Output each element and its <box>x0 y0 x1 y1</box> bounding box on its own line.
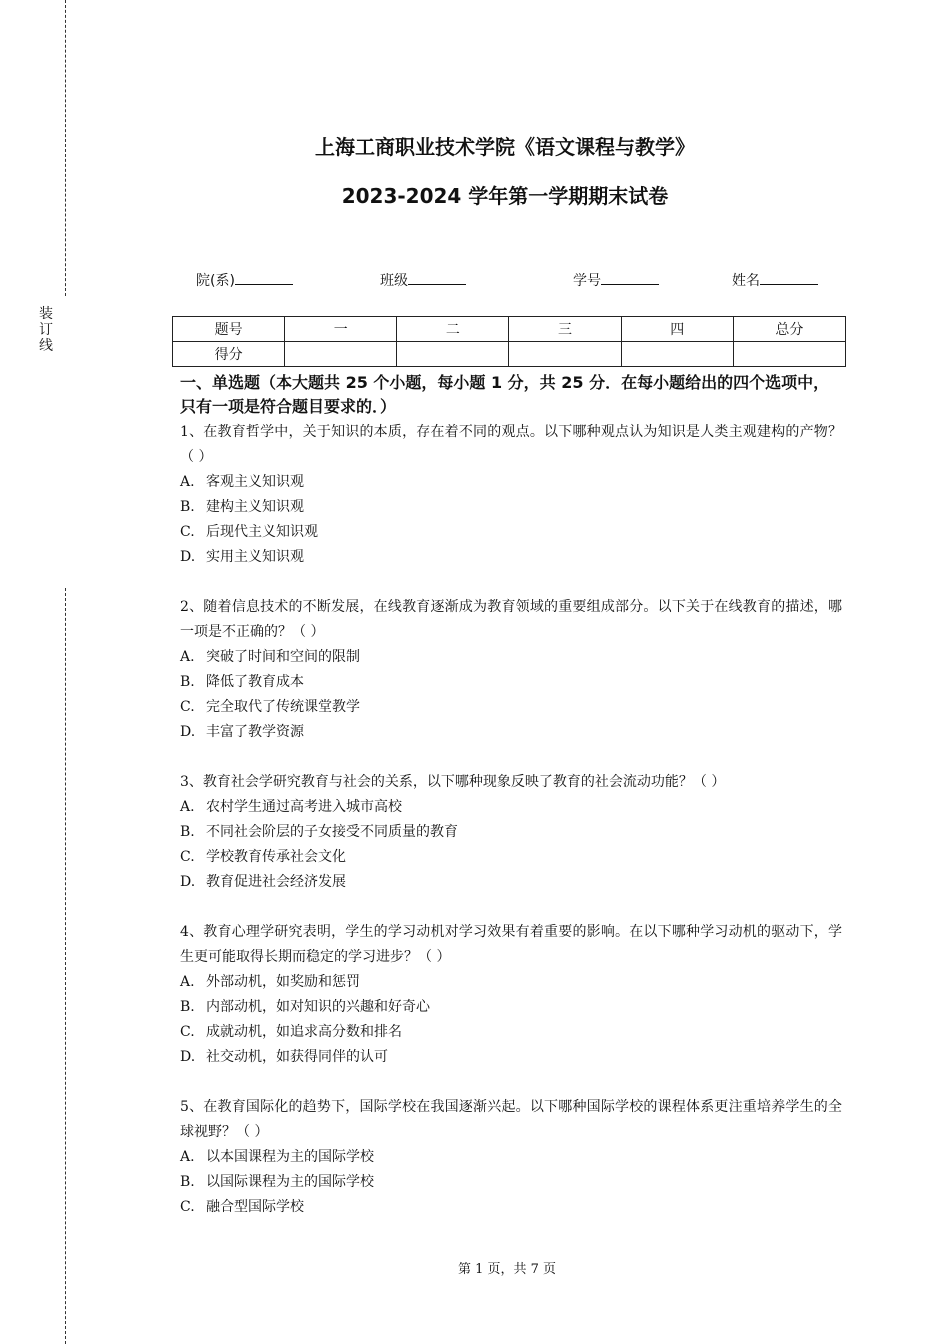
option-letter: C. <box>180 699 195 715</box>
score-table-cell: 得分 <box>173 342 285 367</box>
question-stem: 2、随着信息技术的不断发展，在线教育逐渐成为教育领域的重要组成部分。以下关于在线教育的描述，哪一项是不正确的？（ ） <box>180 599 842 640</box>
department-blank[interactable] <box>235 270 293 285</box>
option-text: 以本国课程为主的国际学校 <box>206 1149 374 1165</box>
option[interactable] <box>180 1195 842 1220</box>
option-text: 客观主义知识观 <box>206 474 304 490</box>
score-table-cell: 四 <box>621 317 733 342</box>
option-letter: A. <box>180 1149 195 1165</box>
score-table-cell[interactable] <box>621 342 733 367</box>
department-label: 院(系) <box>196 273 235 289</box>
option-letter: B. <box>180 1174 195 1190</box>
score-table-cell: 题号 <box>173 317 285 342</box>
section-heading: 一、单选题（本大题共 25 个小题，每小题 1 分，共 25 分．在每小题给出的四个选项中，只有一项是符合题目要求的．） <box>180 373 830 416</box>
score-table-cell: 三 <box>509 317 621 342</box>
option-text: 完全取代了传统课堂教学 <box>206 699 360 715</box>
page-number: 第 1 页，共 7 页 <box>457 1262 557 1277</box>
option-letter: C. <box>180 849 195 865</box>
binding-label <box>36 306 56 354</box>
option-text: 丰富了教学资源 <box>206 724 304 740</box>
option-letter: C. <box>180 1024 195 1040</box>
option-text: 不同社会阶层的子女接受不同质量的教育 <box>206 824 458 840</box>
question <box>180 770 842 895</box>
question-stem: 1、在教育哲学中，关于知识的本质，存在着不同的观点。以下哪种观点认为知识是人类主观建构的产物？（ ） <box>180 424 842 465</box>
option-text: 农村学生通过高考进入城市高校 <box>206 799 402 815</box>
question <box>180 920 842 1070</box>
score-table-cell[interactable] <box>285 342 397 367</box>
name-field <box>732 270 818 290</box>
option-text: 降低了教育成本 <box>206 674 304 690</box>
student-id-label: 学号 <box>573 273 601 289</box>
question-stem: 4、教育心理学研究表明，学生的学习动机对学习效果有着重要的影响。在以下哪种学习动机的驱动下，学生更可能取得长期而稳定的学习进步？（ ） <box>180 924 842 965</box>
option-letter: A. <box>180 474 195 490</box>
question <box>180 1095 842 1220</box>
score-table-cell: 总分 <box>733 317 845 342</box>
binding-char: 线 <box>39 338 53 354</box>
option-text: 实用主义知识观 <box>206 549 304 565</box>
option-text: 学校教育传承社会文化 <box>206 849 346 865</box>
option-letter: A. <box>180 974 195 990</box>
option-text: 建构主义知识观 <box>206 499 304 515</box>
option[interactable] <box>180 1045 842 1070</box>
exam-title: 上海工商职业技术学院《语文课程与教学》 <box>315 135 695 159</box>
student-id-field <box>573 270 659 290</box>
option[interactable] <box>180 795 842 820</box>
option-letter: D. <box>180 549 196 565</box>
option-letter: C. <box>180 1199 195 1215</box>
option[interactable] <box>180 1145 842 1170</box>
score-table-score-row <box>173 342 846 367</box>
question <box>180 595 842 745</box>
option-letter: A. <box>180 649 195 665</box>
score-table-cell[interactable] <box>509 342 621 367</box>
question-stem: 5、在教育国际化的趋势下，国际学校在我国逐渐兴起。以下哪种国际学校的课程体系更注重培养学生的全球视野？（ ） <box>180 1099 842 1140</box>
option-text: 外部动机，如奖励和惩罚 <box>206 974 360 990</box>
option-text: 成就动机，如追求高分数和排名 <box>206 1024 402 1040</box>
option-letter: A. <box>180 799 195 815</box>
option[interactable] <box>180 1020 842 1045</box>
option-letter: B. <box>180 674 195 690</box>
student-id-blank[interactable] <box>601 270 659 285</box>
option-letter: B. <box>180 999 195 1015</box>
option[interactable] <box>180 820 842 845</box>
option-text: 后现代主义知识观 <box>206 524 318 540</box>
option[interactable] <box>180 845 842 870</box>
binding-dashed-line-bottom <box>65 588 66 1344</box>
question-stem: 3、教育社会学研究教育与社会的关系，以下哪种现象反映了教育的社会流动功能？（ ） <box>180 774 726 790</box>
score-table <box>172 316 846 367</box>
option[interactable] <box>180 970 842 995</box>
binding-char: 装 <box>39 306 53 322</box>
question <box>180 420 842 570</box>
name-blank[interactable] <box>760 270 818 285</box>
score-table-cell: 二 <box>397 317 509 342</box>
score-table-header-row <box>173 317 846 342</box>
department-field <box>196 270 293 290</box>
option-text: 内部动机，如对知识的兴趣和好奇心 <box>206 999 430 1015</box>
option-letter: D. <box>180 724 196 740</box>
option[interactable] <box>180 470 842 495</box>
option-letter: B. <box>180 824 195 840</box>
score-table-cell[interactable] <box>733 342 845 367</box>
option[interactable] <box>180 1170 842 1195</box>
option[interactable] <box>180 720 842 745</box>
option-letter: D. <box>180 874 196 890</box>
option[interactable] <box>180 520 842 545</box>
option[interactable] <box>180 870 842 895</box>
option[interactable] <box>180 995 842 1020</box>
binding-char: 订 <box>39 322 53 338</box>
option[interactable] <box>180 495 842 520</box>
exam-subtitle: 2023-2024 学年第一学期期末试卷 <box>341 184 669 208</box>
class-label: 班级 <box>380 273 408 289</box>
option[interactable] <box>180 645 842 670</box>
score-table-cell: 一 <box>285 317 397 342</box>
option[interactable] <box>180 695 842 720</box>
option-text: 融合型国际学校 <box>206 1199 304 1215</box>
class-blank[interactable] <box>408 270 466 285</box>
option-text: 突破了时间和空间的限制 <box>206 649 360 665</box>
name-label: 姓名 <box>732 273 760 289</box>
option[interactable] <box>180 670 842 695</box>
option-text: 以国际课程为主的国际学校 <box>206 1174 374 1190</box>
option-letter: B. <box>180 499 195 515</box>
option[interactable] <box>180 545 842 570</box>
option-text: 社交动机，如获得同伴的认可 <box>206 1049 388 1065</box>
question-list <box>180 420 842 1245</box>
class-field <box>380 270 466 290</box>
option-letter: C. <box>180 524 195 540</box>
score-table-cell[interactable] <box>397 342 509 367</box>
option-text: 教育促进社会经济发展 <box>206 874 346 890</box>
option-letter: D. <box>180 1049 196 1065</box>
